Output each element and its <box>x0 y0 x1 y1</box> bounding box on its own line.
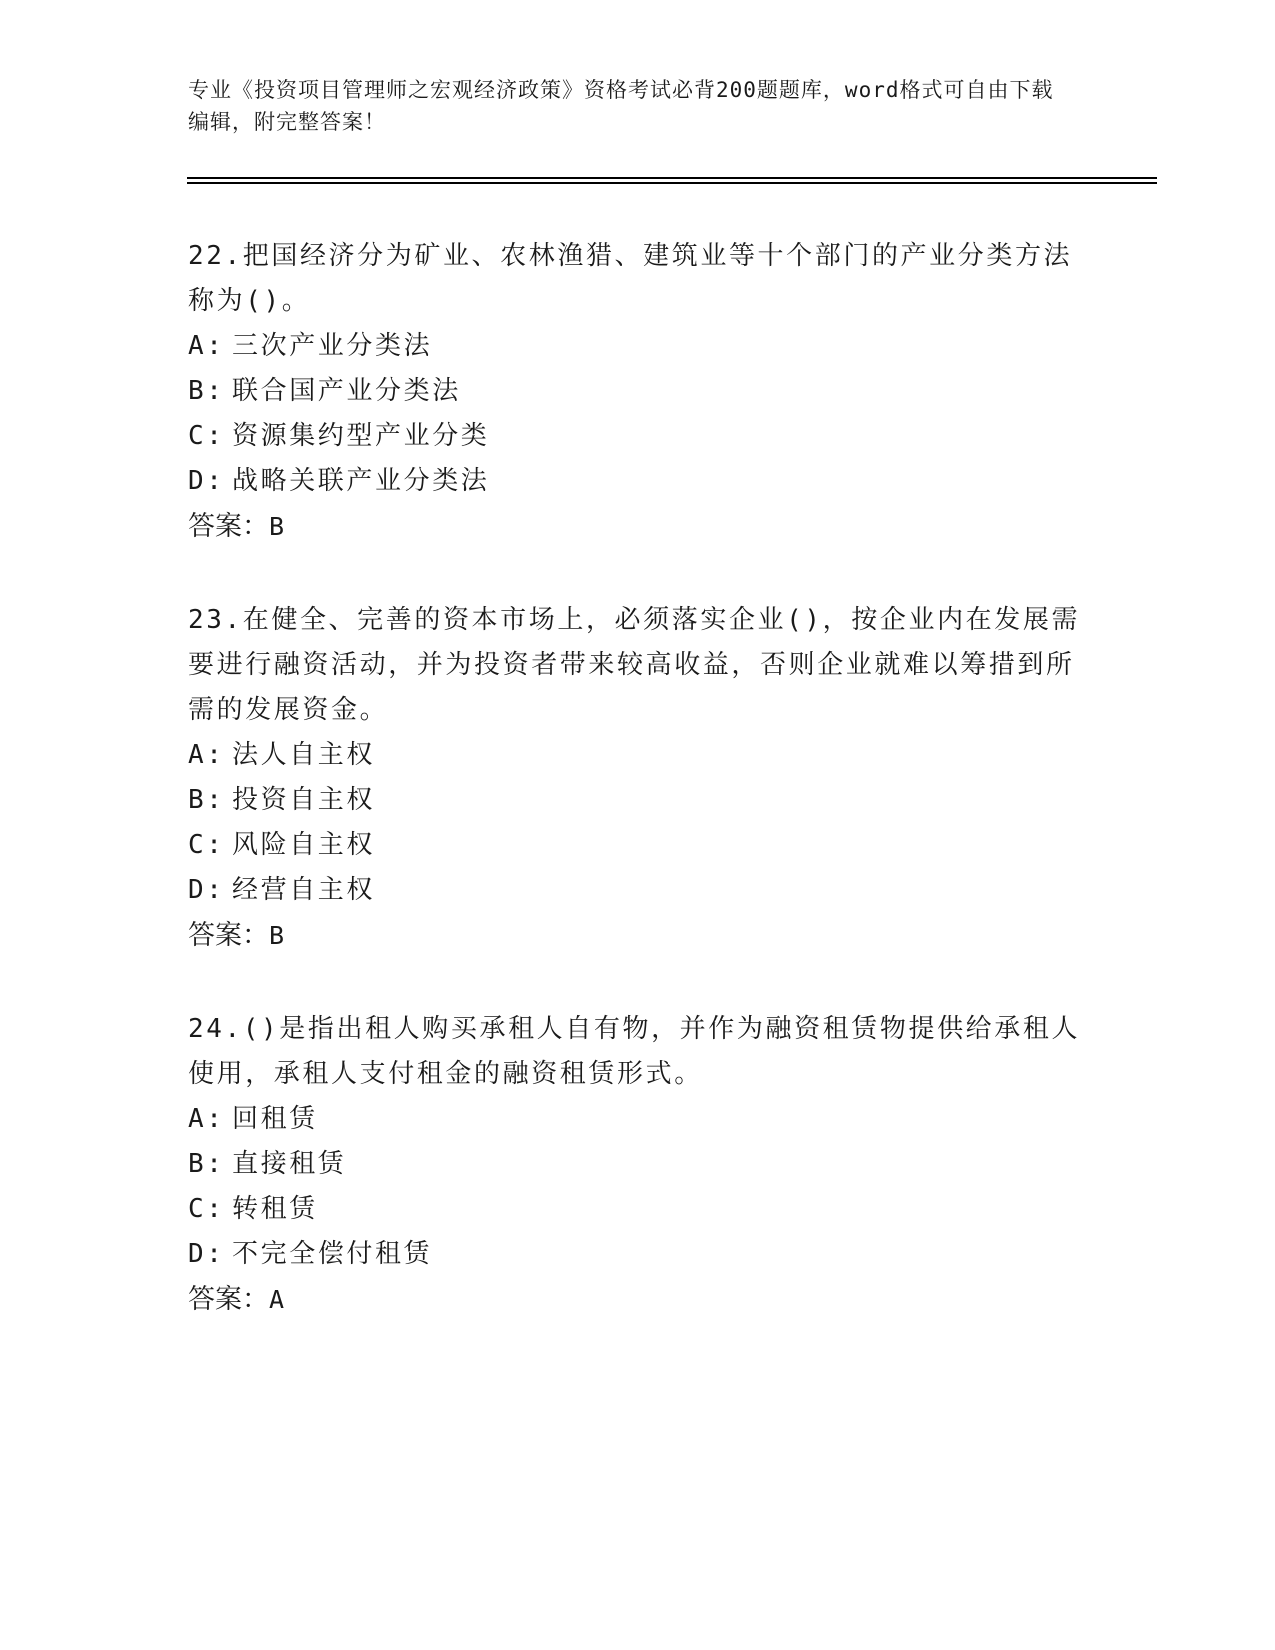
answer-line <box>188 913 1088 959</box>
option-key: D: <box>188 466 225 496</box>
option-d <box>188 1232 1088 1277</box>
option-key: B: <box>188 1149 225 1179</box>
answer-value: B <box>269 512 285 541</box>
question-stem: 23.在健全、完善的资本市场上，必须落实企业()，按企业内在发展需要进行融资活动，并为投资者带来较高收益，否则企业就难以筹措到所需的发展资金。 <box>188 605 1081 725</box>
option-key: C: <box>188 421 225 451</box>
option-key: D: <box>188 875 225 905</box>
answer-line <box>188 504 1088 550</box>
option-a <box>188 733 1088 778</box>
question-stem: 24.()是指出租人购买承租人自有物，并作为融资租赁物提供给承租人使用，承租人支付租金的融资租赁形式。 <box>188 1014 1081 1089</box>
answer-label: 答案： <box>188 511 269 542</box>
option-text: 转租赁 <box>232 1194 318 1224</box>
option-text: 战略关联产业分类法 <box>232 466 490 496</box>
option-key: A: <box>188 740 225 770</box>
option-key: D: <box>188 1239 225 1269</box>
header-divider-top <box>187 177 1157 179</box>
option-text: 联合国产业分类法 <box>232 376 461 406</box>
option-text: 直接租赁 <box>232 1149 347 1179</box>
option-d <box>188 868 1088 913</box>
option-text: 风险自主权 <box>232 830 376 860</box>
option-key: C: <box>188 1194 225 1224</box>
option-text: 法人自主权 <box>232 740 376 770</box>
option-text: 投资自主权 <box>232 785 376 815</box>
option-text: 不完全偿付租赁 <box>232 1239 433 1269</box>
answer-value: A <box>269 1285 285 1314</box>
option-b <box>188 778 1088 823</box>
option-key: A: <box>188 331 225 361</box>
option-key: C: <box>188 830 225 860</box>
document-header: 专业《投资项目管理师之宏观经济政策》资格考试必背200题题库，word格式可自由下载编辑，附完整答案！ <box>188 78 1054 134</box>
option-c <box>188 1187 1088 1232</box>
option-key: A: <box>188 1104 225 1134</box>
option-c <box>188 823 1088 868</box>
option-text: 三次产业分类法 <box>232 331 433 361</box>
option-key: B: <box>188 785 225 815</box>
option-b <box>188 1142 1088 1187</box>
answer-value: B <box>269 921 285 950</box>
option-text: 资源集约型产业分类 <box>232 421 490 451</box>
answer-line <box>188 1277 1088 1323</box>
question-stem: 22.把国经济分为矿业、农林渔猎、建筑业等十个部门的产业分类方法称为()。 <box>188 241 1073 316</box>
option-text: 经营自主权 <box>232 875 376 905</box>
option-text: 回租赁 <box>232 1104 318 1134</box>
option-key: B: <box>188 376 225 406</box>
question-24 <box>188 1007 1088 1323</box>
question-22 <box>188 234 1088 550</box>
question-23 <box>188 598 1088 959</box>
option-b <box>188 369 1088 414</box>
option-d <box>188 459 1088 504</box>
answer-label: 答案： <box>188 920 269 951</box>
option-a <box>188 324 1088 369</box>
option-a <box>188 1097 1088 1142</box>
option-c <box>188 414 1088 459</box>
answer-label: 答案： <box>188 1284 269 1315</box>
header-divider-bottom <box>187 182 1157 184</box>
